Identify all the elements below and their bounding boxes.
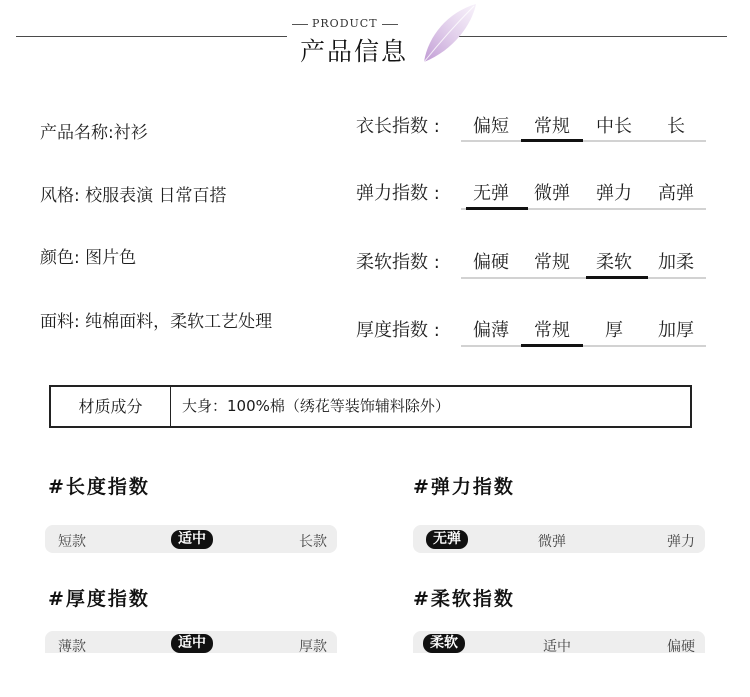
index-option: 无弹 bbox=[473, 183, 509, 204]
index-option: 中长 bbox=[596, 116, 632, 137]
scale-title-softness: #柔软指数 bbox=[413, 588, 515, 610]
scale-bar-length bbox=[45, 525, 337, 553]
index-selected-marker bbox=[466, 207, 528, 210]
header-rule-right bbox=[459, 36, 727, 37]
index-selected-marker bbox=[586, 276, 648, 279]
scale-right-label: 厚款 bbox=[299, 639, 327, 655]
scale-right-label: 偏硬 bbox=[667, 639, 695, 655]
index-option: 加柔 bbox=[658, 252, 694, 273]
index-option: 柔软 bbox=[596, 252, 632, 273]
scale-title-length: #长度指数 bbox=[48, 476, 150, 498]
scale-left-label: 薄款 bbox=[58, 639, 86, 655]
index-option: 厚 bbox=[605, 320, 623, 341]
index-option: 弹力 bbox=[596, 183, 632, 204]
index-track bbox=[461, 140, 706, 142]
index-option: 偏短 bbox=[473, 116, 509, 137]
material-label: 材质成分 bbox=[51, 387, 171, 426]
info-color: 颜色: 图片色 bbox=[40, 248, 137, 268]
index-option: 长 bbox=[667, 116, 685, 137]
material-value: 大身：100%棉（绣花等装饰辅料除外） bbox=[182, 397, 450, 415]
scale-selected-pill: 适中 bbox=[171, 634, 213, 653]
header-rule-left bbox=[16, 36, 287, 37]
index-label: 衣长指数 : bbox=[356, 116, 440, 137]
scale-middle-label: 微弹 bbox=[538, 534, 566, 550]
scale-right-label: 长款 bbox=[299, 534, 327, 550]
scale-right-label: 弹力 bbox=[667, 534, 695, 550]
scale-title-thickness: #厚度指数 bbox=[48, 588, 150, 610]
index-track bbox=[461, 345, 706, 347]
scale-bar-thickness bbox=[45, 631, 337, 653]
info-product-name: 产品名称:衬衫 bbox=[40, 123, 148, 143]
info-style: 风格: 校服表演 日常百搭 bbox=[40, 186, 227, 206]
index-option: 微弹 bbox=[534, 183, 570, 204]
scale-title-elasticity: #弹力指数 bbox=[413, 476, 515, 498]
scale-selected-pill: 适中 bbox=[171, 530, 213, 549]
scale-bar-softness bbox=[413, 631, 705, 653]
index-option: 常规 bbox=[534, 252, 570, 273]
index-track bbox=[461, 277, 706, 279]
scale-selected-pill: 无弹 bbox=[426, 530, 468, 549]
index-option: 常规 bbox=[534, 116, 570, 137]
index-label: 弹力指数 : bbox=[356, 183, 440, 204]
scale-bar-elasticity bbox=[413, 525, 705, 553]
index-selected-marker bbox=[521, 139, 583, 142]
index-option: 偏硬 bbox=[473, 252, 509, 273]
index-label: 柔软指数 : bbox=[356, 252, 440, 273]
index-label: 厚度指数 : bbox=[356, 320, 440, 341]
index-option: 偏薄 bbox=[473, 320, 509, 341]
header-subtitle: PRODUCT bbox=[312, 17, 378, 30]
index-option: 加厚 bbox=[658, 320, 694, 341]
index-selected-marker bbox=[521, 344, 583, 347]
scale-middle-label: 适中 bbox=[543, 639, 571, 655]
scale-selected-pill: 柔软 bbox=[423, 634, 465, 653]
scale-left-label: 短款 bbox=[58, 534, 86, 550]
material-table bbox=[49, 385, 692, 428]
feather-icon bbox=[418, 2, 482, 66]
page-title: 产品信息 bbox=[300, 37, 409, 66]
index-option: 常规 bbox=[534, 320, 570, 341]
info-fabric: 面料: 纯棉面料，柔软工艺处理 bbox=[40, 312, 273, 332]
index-option: 高弹 bbox=[658, 183, 694, 204]
